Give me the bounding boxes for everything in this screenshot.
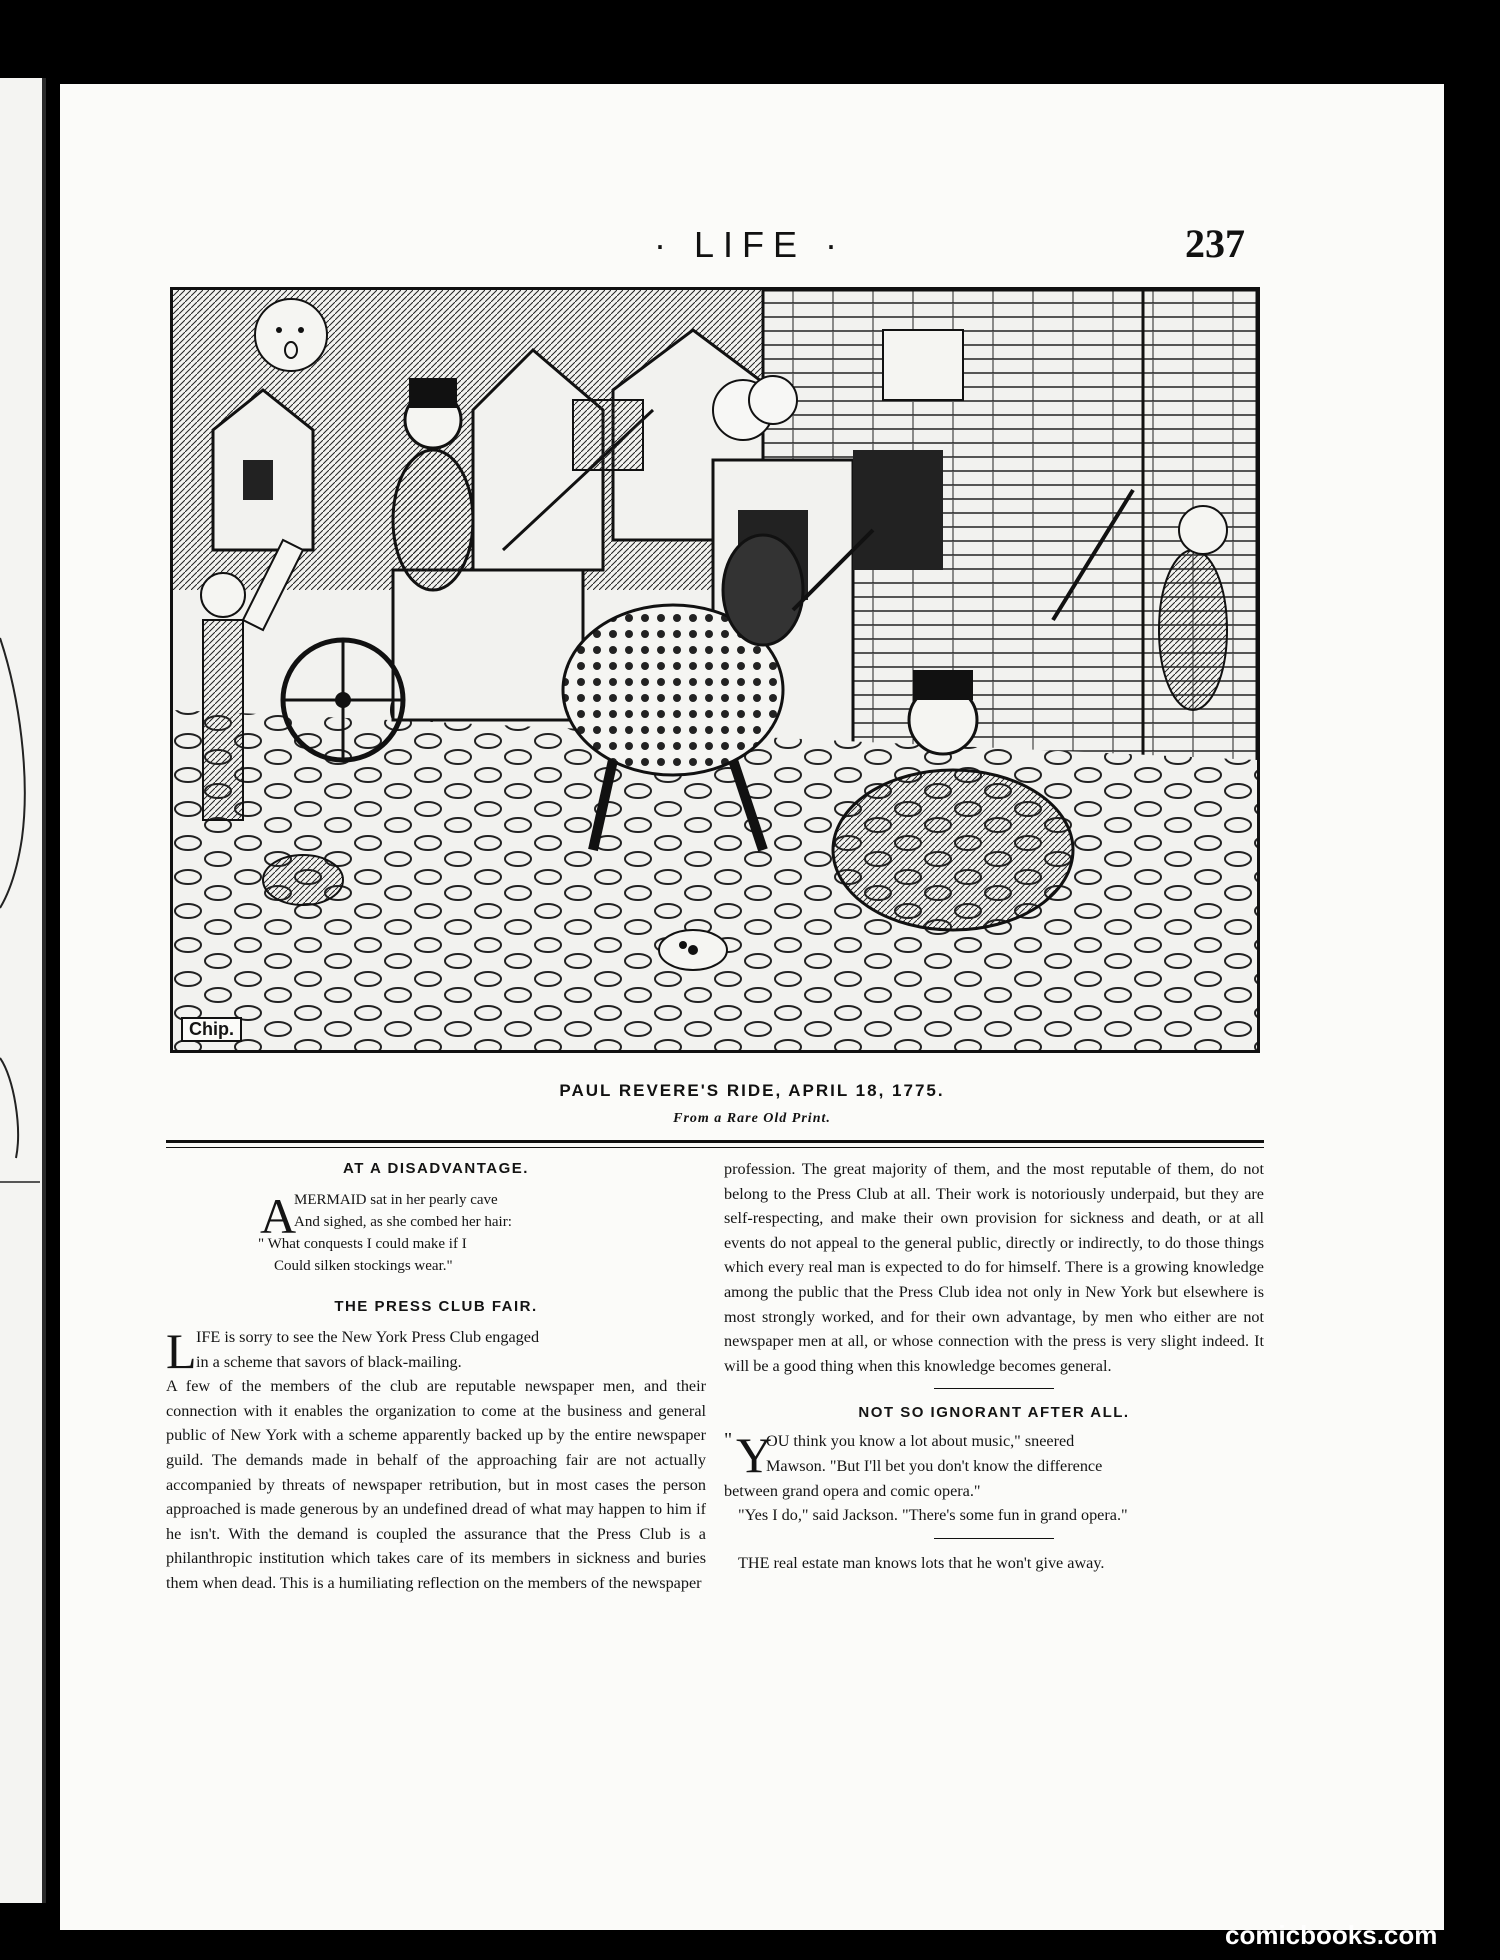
poem (166, 1189, 706, 1279)
article-heading-ignorant: NOT SO IGNORANT AFTER ALL. (858, 1404, 1130, 1422)
cartoon-illustration (170, 287, 1260, 1053)
magazine-page (60, 84, 1444, 1930)
right-column (724, 1157, 1264, 1575)
poem-line: MERMAID sat in her pearly cave (294, 1192, 498, 1208)
illustration-caption: PAUL REVERE'S RIDE, APRIL 18, 1775. (559, 1081, 945, 1100)
poem-line: Could silken stockings wear." (274, 1258, 453, 1274)
article-line: OU think you know a lot about music," sneered (766, 1432, 1075, 1451)
article-line: IFE is sorry to see the New York Press Club engaged (196, 1328, 540, 1346)
watermark: comicbooks.com (1225, 1920, 1438, 1950)
article-body-continued: profession. The great majority of them, and the most reputable of them, do not belong to the Press Club at all. Their work is notoriously underpaid, but they are self-respecting, and make their own provision for sickness and death, or at all events do not appeal to the general public, directly or indirectly, to do those things which every real man is expected to do for himself. There is a growing knowledge among the public that the Press Club idea not only in New York but elsewhere is most strongly worked, and for their own advantage, by men who either are not newspaper men at all, or whose connection with the press is very slight indeed. It will be a good thing when this knowledge becomes general. (724, 1160, 1264, 1375)
page-header (60, 221, 1444, 284)
poem-dropcap: A (260, 1188, 297, 1244)
poem-line: And sighed, as she combed her hair: (294, 1214, 512, 1230)
poem-line: " What conquests I could make if I (258, 1236, 467, 1252)
article-line: between grand opera and comic opera." (724, 1481, 981, 1500)
press-club-article (166, 1325, 706, 1596)
article-heading-disadvantage: AT A DISADVANTAGE. (343, 1160, 529, 1177)
section-rule (934, 1538, 1054, 1539)
facing-page-edge (0, 78, 46, 1903)
illustration-subcaption: From a Rare Old Print. (673, 1111, 831, 1126)
running-title: · LIFE · (653, 224, 846, 265)
article-line: in a scheme that savors of black-mailing. (196, 1352, 462, 1371)
article-heading-press-club: THE PRESS CLUB FAIR. (334, 1298, 538, 1315)
page-number: 237 (1185, 221, 1245, 266)
closing-text: real estate man knows lots that he won't give away. (769, 1553, 1105, 1572)
article-line: Mawson. "But I'll bet you don't know the difference (766, 1456, 1103, 1475)
open-quote: " (724, 1429, 733, 1452)
artist-signature: Chip. (181, 1017, 242, 1042)
closing-quip (724, 1551, 1264, 1576)
section-rule (934, 1388, 1054, 1389)
article-paragraph: "Yes I do," said Jackson. "There's some fun in grand opera." (738, 1506, 1128, 1525)
cartoon-drawing (173, 290, 1257, 1050)
ignorant-article (724, 1429, 1264, 1527)
facing-page-sketch (0, 78, 46, 1903)
closing-lead: THE (738, 1553, 770, 1572)
divider-rule-thin (166, 1147, 1264, 1148)
left-column (166, 1157, 706, 1596)
article-dropcap: L (166, 1323, 197, 1379)
article-dropcap: Y (736, 1427, 773, 1484)
divider-rule (166, 1140, 1264, 1143)
article-body: A few of the members of the club are reputable newspaper men, and their connection with it enables the organization to come at the business and general public of New York with a scheme apparently backed up by the entire newspaper guild. The demands made in behalf of the approaching fair are not actually accompanied by threats of newspaper retribution, but in most cases the person approached is made generous by an undefined dread of what may happen to him if he isn't. With the demand is coupled the assurance that the Press Club is a philanthropic institution which takes care of its members in sickness and buries them when dead. This is a humiliating reflection on the members of the newspaper (166, 1377, 706, 1592)
